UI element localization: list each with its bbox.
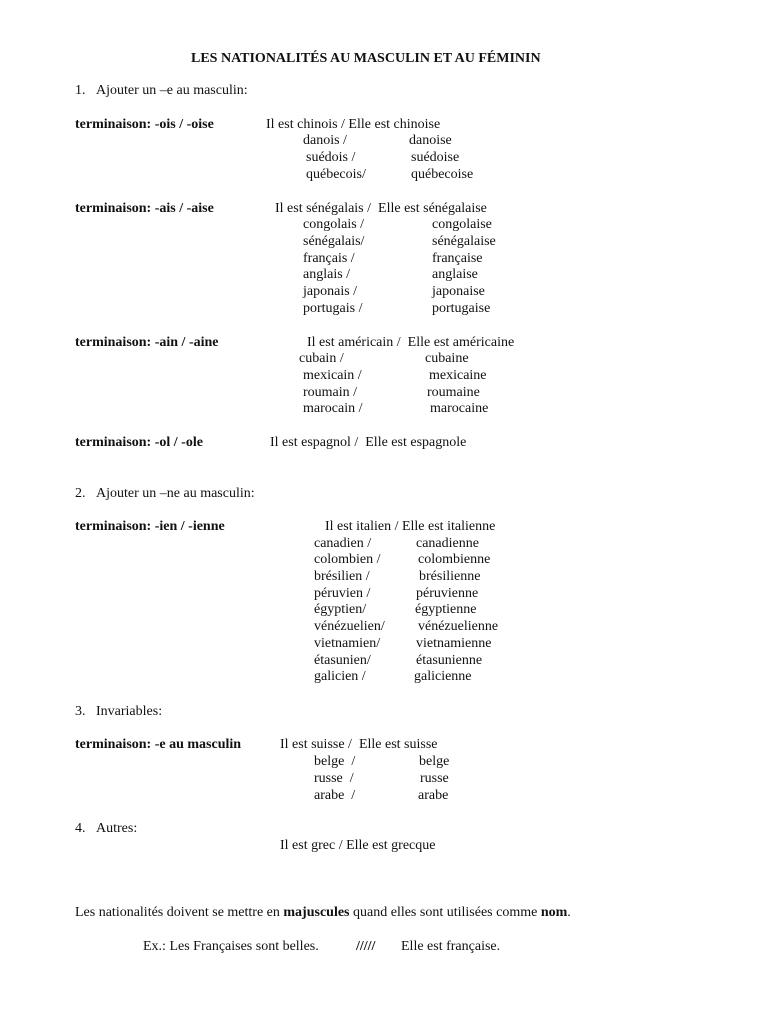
masc-japonais: japonais / xyxy=(303,284,358,299)
fem-roumaine: roumaine xyxy=(427,385,480,400)
note-majuscules xyxy=(75,905,571,921)
example-senegalais: Il est sénégalais / Elle est sénégalaise xyxy=(275,201,487,216)
fem-senegalaise: sénégalaise xyxy=(432,234,496,249)
fem-congolaise: congolaise xyxy=(432,217,492,232)
example-sentence-adjective: Elle est française. xyxy=(401,939,501,954)
masc-suedois: suédois / xyxy=(306,150,356,165)
section-3-heading: 3. Invariables: xyxy=(75,704,163,719)
ending-label-e: terminaison: -e au masculin xyxy=(75,737,242,752)
ending-label-ien: terminaison: -ien / -ienne xyxy=(75,519,225,534)
fem-canadienne: canadienne xyxy=(416,536,479,551)
note-text-part-1: Les nationalités doivent se mettre en xyxy=(75,905,284,920)
masc-colombien: colombien / xyxy=(314,552,381,567)
example-espagnol: Il est espagnol / Elle est espagnole xyxy=(270,435,467,450)
fem-francaise: française xyxy=(432,251,483,266)
masc-venezuelien: vénézuelien/ xyxy=(314,619,385,634)
masc-anglais: anglais / xyxy=(303,267,351,282)
fem-russe: russe xyxy=(420,771,449,786)
masc-canadien: canadien / xyxy=(314,536,372,551)
masc-galicien: galicien / xyxy=(314,669,366,684)
example-chinois: Il est chinois / Elle est chinoise xyxy=(266,117,441,132)
fem-portugaise: portugaise xyxy=(432,301,491,316)
fem-venezuelienne: vénézuelienne xyxy=(418,619,499,634)
masc-peruvien: péruvien / xyxy=(314,586,371,601)
section-2-heading: 2. Ajouter un –ne au masculin: xyxy=(75,486,255,501)
fem-danoise: danoise xyxy=(409,133,452,148)
example-separator: ///// xyxy=(356,939,376,954)
ending-label-ain: terminaison: -ain / -aine xyxy=(75,335,219,350)
page-title: LES NATIONALITÉS AU MASCULIN ET AU FÉMININ xyxy=(191,51,541,66)
example-suisse: Il est suisse / Elle est suisse xyxy=(280,737,438,752)
fem-belge: belge xyxy=(419,754,450,769)
masc-francais: français / xyxy=(303,251,355,266)
ending-label-ais: terminaison: -ais / -aise xyxy=(75,201,214,216)
masc-danois: danois / xyxy=(303,133,347,148)
fem-peruvienne: péruvienne xyxy=(416,586,479,601)
fem-cubaine: cubaine xyxy=(425,351,469,366)
note-bold-majuscules: majuscules xyxy=(283,905,350,920)
section-1-heading: 1. Ajouter un –e au masculin: xyxy=(75,83,248,98)
note-text-part-3: . xyxy=(567,905,571,920)
fem-colombienne: colombienne xyxy=(418,552,491,567)
masc-cubain: cubain / xyxy=(299,351,344,366)
fem-anglaise: anglaise xyxy=(432,267,478,282)
ending-label-ol: terminaison: -ol / -ole xyxy=(75,435,203,450)
fem-mexicaine: mexicaine xyxy=(429,368,487,383)
fem-japonaise: japonaise xyxy=(432,284,485,299)
note-text-part-2: quand elles sont utilisées comme xyxy=(349,905,541,920)
ending-label-ois: terminaison: -ois / -oise xyxy=(75,117,214,132)
masc-quebecois: québecois/ xyxy=(306,167,366,182)
masc-belge: belge / xyxy=(314,754,356,769)
masc-vietnamien: vietnamien/ xyxy=(314,636,381,651)
fem-etasunienne: étasunienne xyxy=(416,653,483,668)
fem-bresilienne: brésilienne xyxy=(419,569,481,584)
fem-egyptienne: égyptienne xyxy=(415,602,477,617)
note-bold-nom: nom xyxy=(540,905,568,920)
example-sentence-noun: Ex.: Les Françaises sont belles. xyxy=(143,939,319,954)
masc-congolais: congolais / xyxy=(303,217,365,232)
masc-portugais: portugais / xyxy=(303,301,363,316)
masc-etasunien: étasunien/ xyxy=(314,653,371,668)
fem-arabe: arabe xyxy=(418,788,449,803)
masc-arabe: arabe / xyxy=(314,788,356,803)
fem-quebecoise: québecoise xyxy=(411,167,474,182)
example-italien: Il est italien / Elle est italienne xyxy=(325,519,496,534)
masc-bresilien: brésilien / xyxy=(314,569,370,584)
section-4-heading: 4. Autres: xyxy=(75,821,138,836)
masc-egyptien: égyptien/ xyxy=(314,602,367,617)
masc-mexicain: mexicain / xyxy=(303,368,362,383)
masc-roumain: roumain / xyxy=(303,385,358,400)
masc-marocain: marocain / xyxy=(303,401,363,416)
masc-senegalais: sénégalais/ xyxy=(303,234,365,249)
example-americain: Il est américain / Elle est américaine xyxy=(307,335,515,350)
example-grec: Il est grec / Elle est grecque xyxy=(280,838,436,853)
fem-marocaine: marocaine xyxy=(430,401,489,416)
masc-russe: russe / xyxy=(314,771,354,786)
fem-galicienne: galicienne xyxy=(414,669,472,684)
fem-suedoise: suédoise xyxy=(411,150,460,165)
fem-vietnamienne: vietnamienne xyxy=(416,636,492,651)
